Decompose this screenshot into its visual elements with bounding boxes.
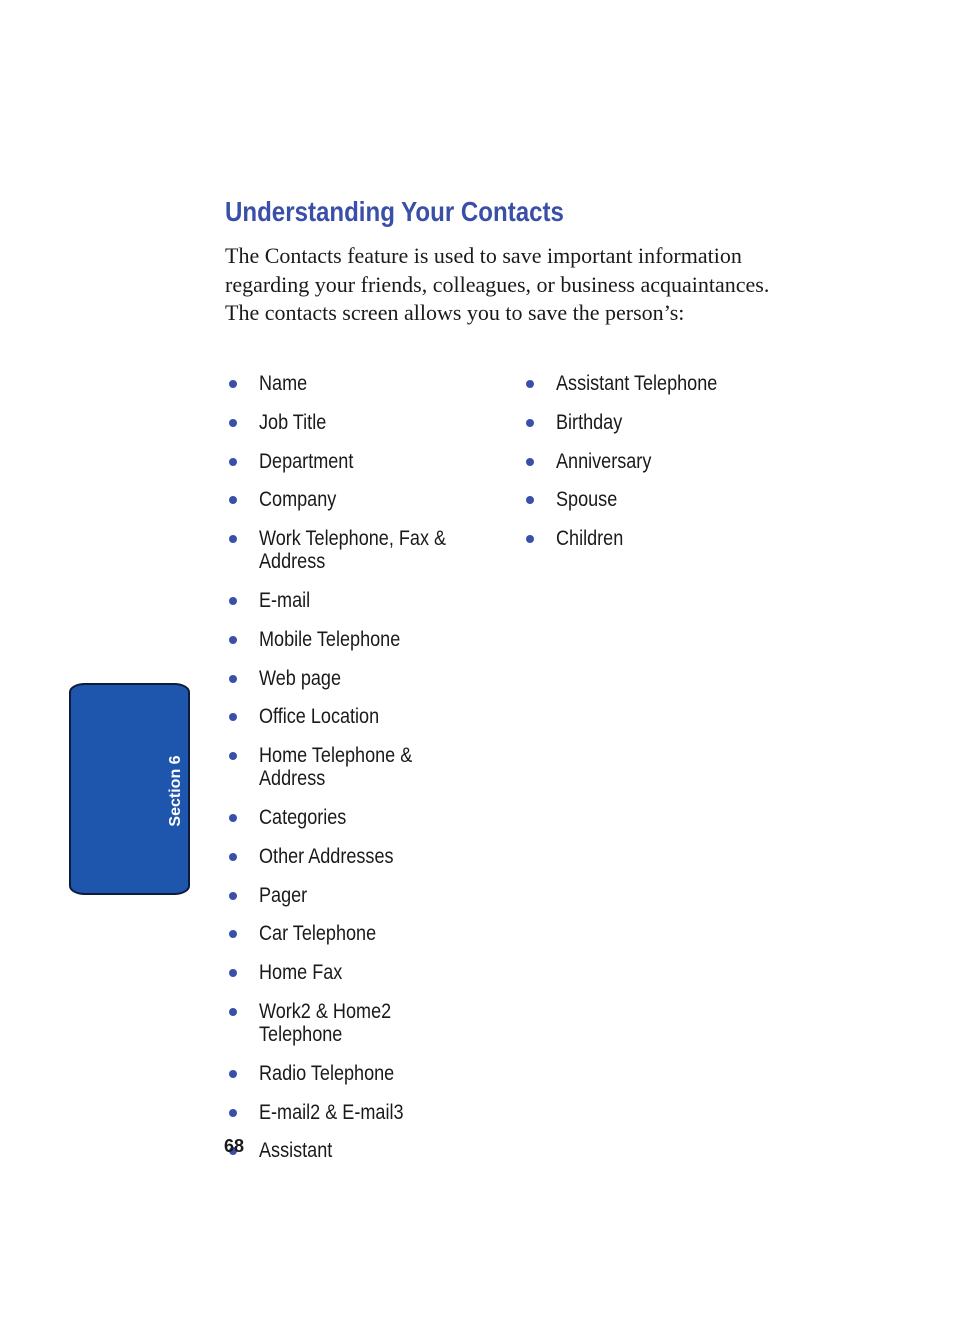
list-item-label: Spouse (556, 488, 618, 512)
contact-fields-list-left (226, 372, 498, 1178)
list-item-label: Assistant (259, 1139, 333, 1163)
list-item-label: Home Telephone & Address (259, 744, 413, 791)
bullet-icon (229, 675, 237, 683)
bullet-icon (229, 814, 237, 822)
list-item (226, 744, 498, 790)
bullet-icon (229, 930, 237, 938)
list-item (523, 411, 783, 434)
bullet-icon (229, 1008, 237, 1016)
list-item-label: Job Title (259, 410, 327, 434)
list-item (523, 372, 783, 395)
list-item-label: Office Location (259, 705, 380, 729)
bullet-icon (526, 419, 534, 427)
contact-fields-list-right (523, 372, 783, 566)
bullet-icon (526, 535, 534, 543)
list-item-label: Work2 & Home2 Telephone (259, 999, 392, 1046)
list-item-label: Radio Telephone (259, 1061, 395, 1085)
bullet-icon (229, 892, 237, 900)
list-item (226, 922, 498, 945)
bullet-icon (526, 380, 534, 388)
bullet-icon (229, 496, 237, 504)
list-item-label: Work Telephone, Fax & Address (259, 527, 447, 574)
list-item (226, 527, 498, 573)
list-item (226, 1139, 498, 1162)
page-number: 68 (224, 1136, 245, 1156)
bullet-icon (229, 713, 237, 721)
list-item-label: Categories (259, 805, 347, 829)
list-item (226, 667, 498, 690)
list-item (226, 589, 498, 612)
bullet-icon (526, 458, 534, 466)
list-item (226, 705, 498, 728)
list-item (226, 372, 498, 395)
list-item (226, 845, 498, 868)
list-item-label: Anniversary (556, 449, 652, 473)
bullet-icon (229, 853, 237, 861)
bullet-icon (229, 380, 237, 388)
list-item-label: E-mail (259, 588, 311, 612)
list-item-label: Other Addresses (259, 844, 394, 868)
page-title: Understanding Your Contacts (225, 196, 564, 227)
list-item (226, 884, 498, 907)
list-item (226, 628, 498, 651)
list-item (226, 1062, 498, 1085)
list-item-label: Pager (259, 883, 308, 907)
list-item (226, 1101, 498, 1124)
list-item-label: E-mail2 & E-mail3 (259, 1100, 404, 1124)
section-tab-label: Section 6 (167, 755, 184, 827)
list-item-label: Assistant Telephone (556, 372, 718, 395)
bullet-icon (229, 969, 237, 977)
list-item (523, 527, 783, 550)
list-item-label: Children (556, 527, 624, 551)
list-item-label: Home Fax (259, 961, 343, 985)
list-item-label: Car Telephone (259, 922, 377, 946)
bullet-icon (229, 1070, 237, 1078)
bullet-icon (229, 1109, 237, 1117)
list-item-label: Company (259, 488, 337, 512)
list-item (226, 450, 498, 473)
bullet-icon (229, 535, 237, 543)
bullet-icon (526, 496, 534, 504)
list-item-label: Name (259, 372, 308, 395)
bullet-icon (229, 419, 237, 427)
list-item-label: Mobile Telephone (259, 627, 401, 651)
list-item (523, 488, 783, 511)
bullet-icon (229, 752, 237, 760)
list-item-label: Department (259, 449, 354, 473)
list-item (226, 488, 498, 511)
list-item (226, 961, 498, 984)
intro-paragraph: The Contacts feature is used to save important information regarding your friends, colleagues, or business acquaintances. The contacts screen allows you to save the person’s: (225, 243, 770, 325)
list-item (226, 1000, 498, 1046)
list-item-label: Birthday (556, 410, 623, 434)
bullet-icon (229, 597, 237, 605)
list-item-label: Web page (259, 666, 342, 690)
list-item (226, 411, 498, 434)
list-item (523, 450, 783, 473)
list-item (226, 806, 498, 829)
bullet-icon (229, 458, 237, 466)
bullet-icon (229, 636, 237, 644)
